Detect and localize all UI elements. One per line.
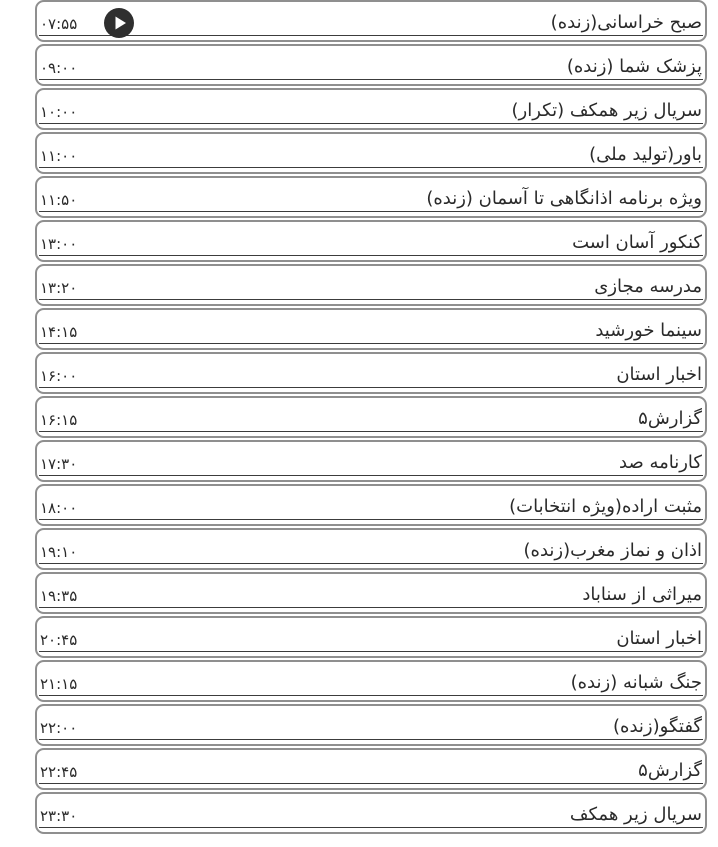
program-title: مثبت اراده(ویژه انتخابات) <box>509 496 702 517</box>
program-title: ویژه برنامه اذانگاهی تا آسمان (زنده) <box>426 188 702 209</box>
schedule-row[interactable] <box>35 132 707 174</box>
row-underline <box>39 343 703 344</box>
row-underline <box>39 563 703 564</box>
program-title: میراثی از سناباد <box>582 584 702 605</box>
program-time: ۱۶:۱۵ <box>40 411 78 429</box>
program-title: سینما خورشید <box>595 320 702 341</box>
row-underline <box>39 475 703 476</box>
program-title: جنگ شبانه (زنده) <box>570 672 702 693</box>
row-underline <box>39 123 703 124</box>
program-time: ۲۲:۰۰ <box>40 719 78 737</box>
program-title: صبح خراسانی(زنده) <box>550 12 702 33</box>
program-time: ۲۳:۳۰ <box>40 807 78 825</box>
program-time: ۱۷:۳۰ <box>40 455 78 473</box>
program-title: مدرسه مجازی <box>594 276 702 297</box>
program-title: کنکور آسان است <box>572 232 702 253</box>
schedule-row[interactable] <box>35 88 707 130</box>
row-underline <box>39 783 703 784</box>
program-time: ۲۰:۴۵ <box>40 631 78 649</box>
program-title: گزارش۵ <box>638 760 702 781</box>
program-time: ۰۹:۰۰ <box>40 59 78 77</box>
program-title: کارنامه صد <box>619 452 702 473</box>
program-time: ۱۳:۰۰ <box>40 235 78 253</box>
row-underline <box>39 255 703 256</box>
schedule-row[interactable] <box>35 660 707 702</box>
program-time: ۱۶:۰۰ <box>40 367 78 385</box>
schedule-row[interactable] <box>35 44 707 86</box>
schedule-row[interactable] <box>35 396 707 438</box>
schedule-row[interactable] <box>35 352 707 394</box>
program-title: گزارش۵ <box>638 408 702 429</box>
row-underline <box>39 827 703 828</box>
program-time: ۲۲:۴۵ <box>40 763 78 781</box>
program-title: باور(تولید ملی) <box>589 144 702 165</box>
schedule-row[interactable] <box>35 176 707 218</box>
program-time: ۱۸:۰۰ <box>40 499 78 517</box>
play-button[interactable] <box>104 8 134 38</box>
program-time: ۱۱:۰۰ <box>40 147 78 165</box>
schedule-row[interactable] <box>35 308 707 350</box>
program-title: سریال زیر همکف (تکرار) <box>511 100 702 121</box>
schedule-row[interactable] <box>35 748 707 790</box>
row-underline <box>39 519 703 520</box>
schedule-row[interactable] <box>35 792 707 834</box>
program-time: ۱۰:۰۰ <box>40 103 78 121</box>
schedule-row[interactable] <box>35 528 707 570</box>
program-title: گفتگو(زنده) <box>613 716 702 737</box>
program-time: ۱۹:۳۵ <box>40 587 78 605</box>
schedule-row[interactable] <box>35 572 707 614</box>
row-underline <box>39 79 703 80</box>
program-time: ۱۳:۲۰ <box>40 279 78 297</box>
program-title: اخبار استان <box>616 364 702 385</box>
row-underline <box>39 299 703 300</box>
program-time: ۱۴:۱۵ <box>40 323 78 341</box>
row-underline <box>39 739 703 740</box>
program-title: اذان و نماز مغرب(زنده) <box>523 540 702 561</box>
schedule-row[interactable] <box>35 220 707 262</box>
row-underline <box>39 387 703 388</box>
schedule-row[interactable] <box>35 0 707 42</box>
program-title: سریال زیر همکف <box>569 804 702 825</box>
row-underline <box>39 695 703 696</box>
program-time: ۱۹:۱۰ <box>40 543 78 561</box>
program-title: پزشک شما (زنده) <box>566 56 702 77</box>
row-underline <box>39 607 703 608</box>
row-underline <box>39 211 703 212</box>
program-title: اخبار استان <box>616 628 702 649</box>
schedule-row[interactable] <box>35 616 707 658</box>
schedule-row[interactable] <box>35 440 707 482</box>
program-time: ۰۷:۵۵ <box>40 15 78 33</box>
program-schedule-list <box>35 0 707 836</box>
schedule-row[interactable] <box>35 484 707 526</box>
row-underline <box>39 651 703 652</box>
row-underline <box>39 167 703 168</box>
program-time: ۲۱:۱۵ <box>40 675 78 693</box>
play-icon <box>104 8 134 38</box>
program-time: ۱۱:۵۰ <box>40 191 78 209</box>
row-underline <box>39 35 703 36</box>
row-underline <box>39 431 703 432</box>
schedule-row[interactable] <box>35 264 707 306</box>
schedule-row[interactable] <box>35 704 707 746</box>
